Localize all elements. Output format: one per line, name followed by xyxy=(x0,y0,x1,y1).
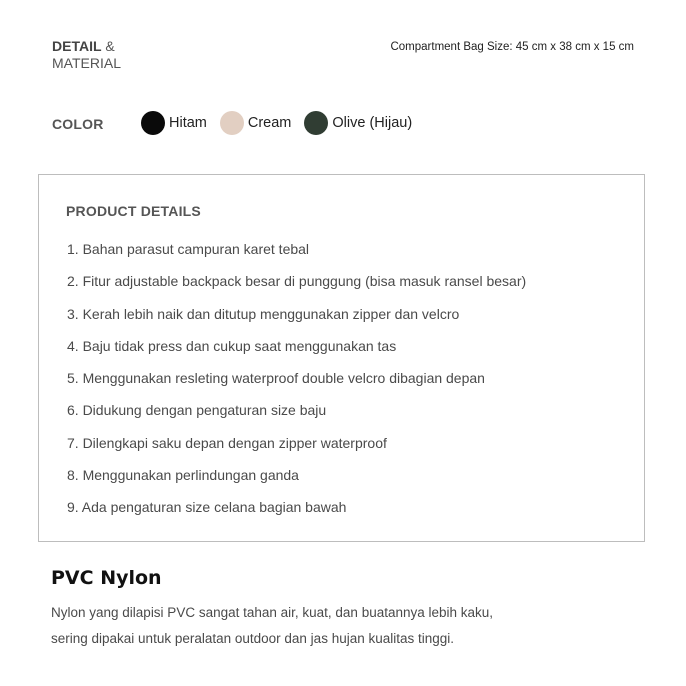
list-item: 1. Bahan parasut campuran karet tebal xyxy=(67,241,310,257)
list-item: 9. Ada pengaturan size celana bagian bawah xyxy=(67,499,347,516)
color-dot-olive xyxy=(304,111,328,135)
color-swatches xyxy=(141,111,425,135)
swatch-cream[interactable] xyxy=(220,111,292,135)
list-item: 7. Dilengkapi saku depan dengan zipper waterproof xyxy=(67,434,387,451)
list-item: 5. Menggunakan resleting waterproof double velcro dibagian depan xyxy=(67,370,485,387)
bag-size-text: Compartment Bag Size: 45 cm x 38 cm x 15 cm xyxy=(390,41,634,53)
heading-detail: DETAIL xyxy=(52,38,102,54)
color-dot-cream xyxy=(220,111,244,135)
list-item: 2. Fitur adjustable backpack besar di punggung (bisa masuk ransel besar) xyxy=(67,273,527,290)
color-dot-hitam xyxy=(141,111,165,135)
section-heading xyxy=(52,38,121,72)
heading-ampersand: & xyxy=(101,38,115,54)
material-title: PVC Nylon xyxy=(51,567,162,589)
product-details-list xyxy=(67,240,526,531)
product-details-box xyxy=(38,174,645,542)
material-description-line: Nylon yang dilapisi PVC sangat tahan air, kuat, dan buatannya lebih kaku, xyxy=(51,605,494,620)
swatch-label: Cream xyxy=(247,115,292,131)
product-details-title: PRODUCT DETAILS xyxy=(66,203,201,219)
color-label: COLOR xyxy=(52,116,104,132)
swatch-label: Hitam xyxy=(169,115,207,131)
heading-material: MATERIAL xyxy=(52,55,121,71)
swatch-label: Olive (Hijau) xyxy=(332,115,413,131)
swatch-hitam[interactable] xyxy=(141,111,207,135)
list-item: 3. Kerah lebih naik dan ditutup menggunakan zipper dan velcro xyxy=(67,305,460,322)
list-item: 8. Menggunakan perlindungan ganda xyxy=(67,467,299,484)
material-description xyxy=(51,600,611,652)
material-description-line: sering dipakai untuk peralatan outdoor dan jas hujan kualitas tinggi. xyxy=(51,631,455,646)
swatch-olive[interactable] xyxy=(304,111,412,135)
list-item: 4. Baju tidak press dan cukup saat menggunakan tas xyxy=(67,337,397,354)
list-item: 6. Didukung dengan pengaturan size baju xyxy=(67,402,327,419)
